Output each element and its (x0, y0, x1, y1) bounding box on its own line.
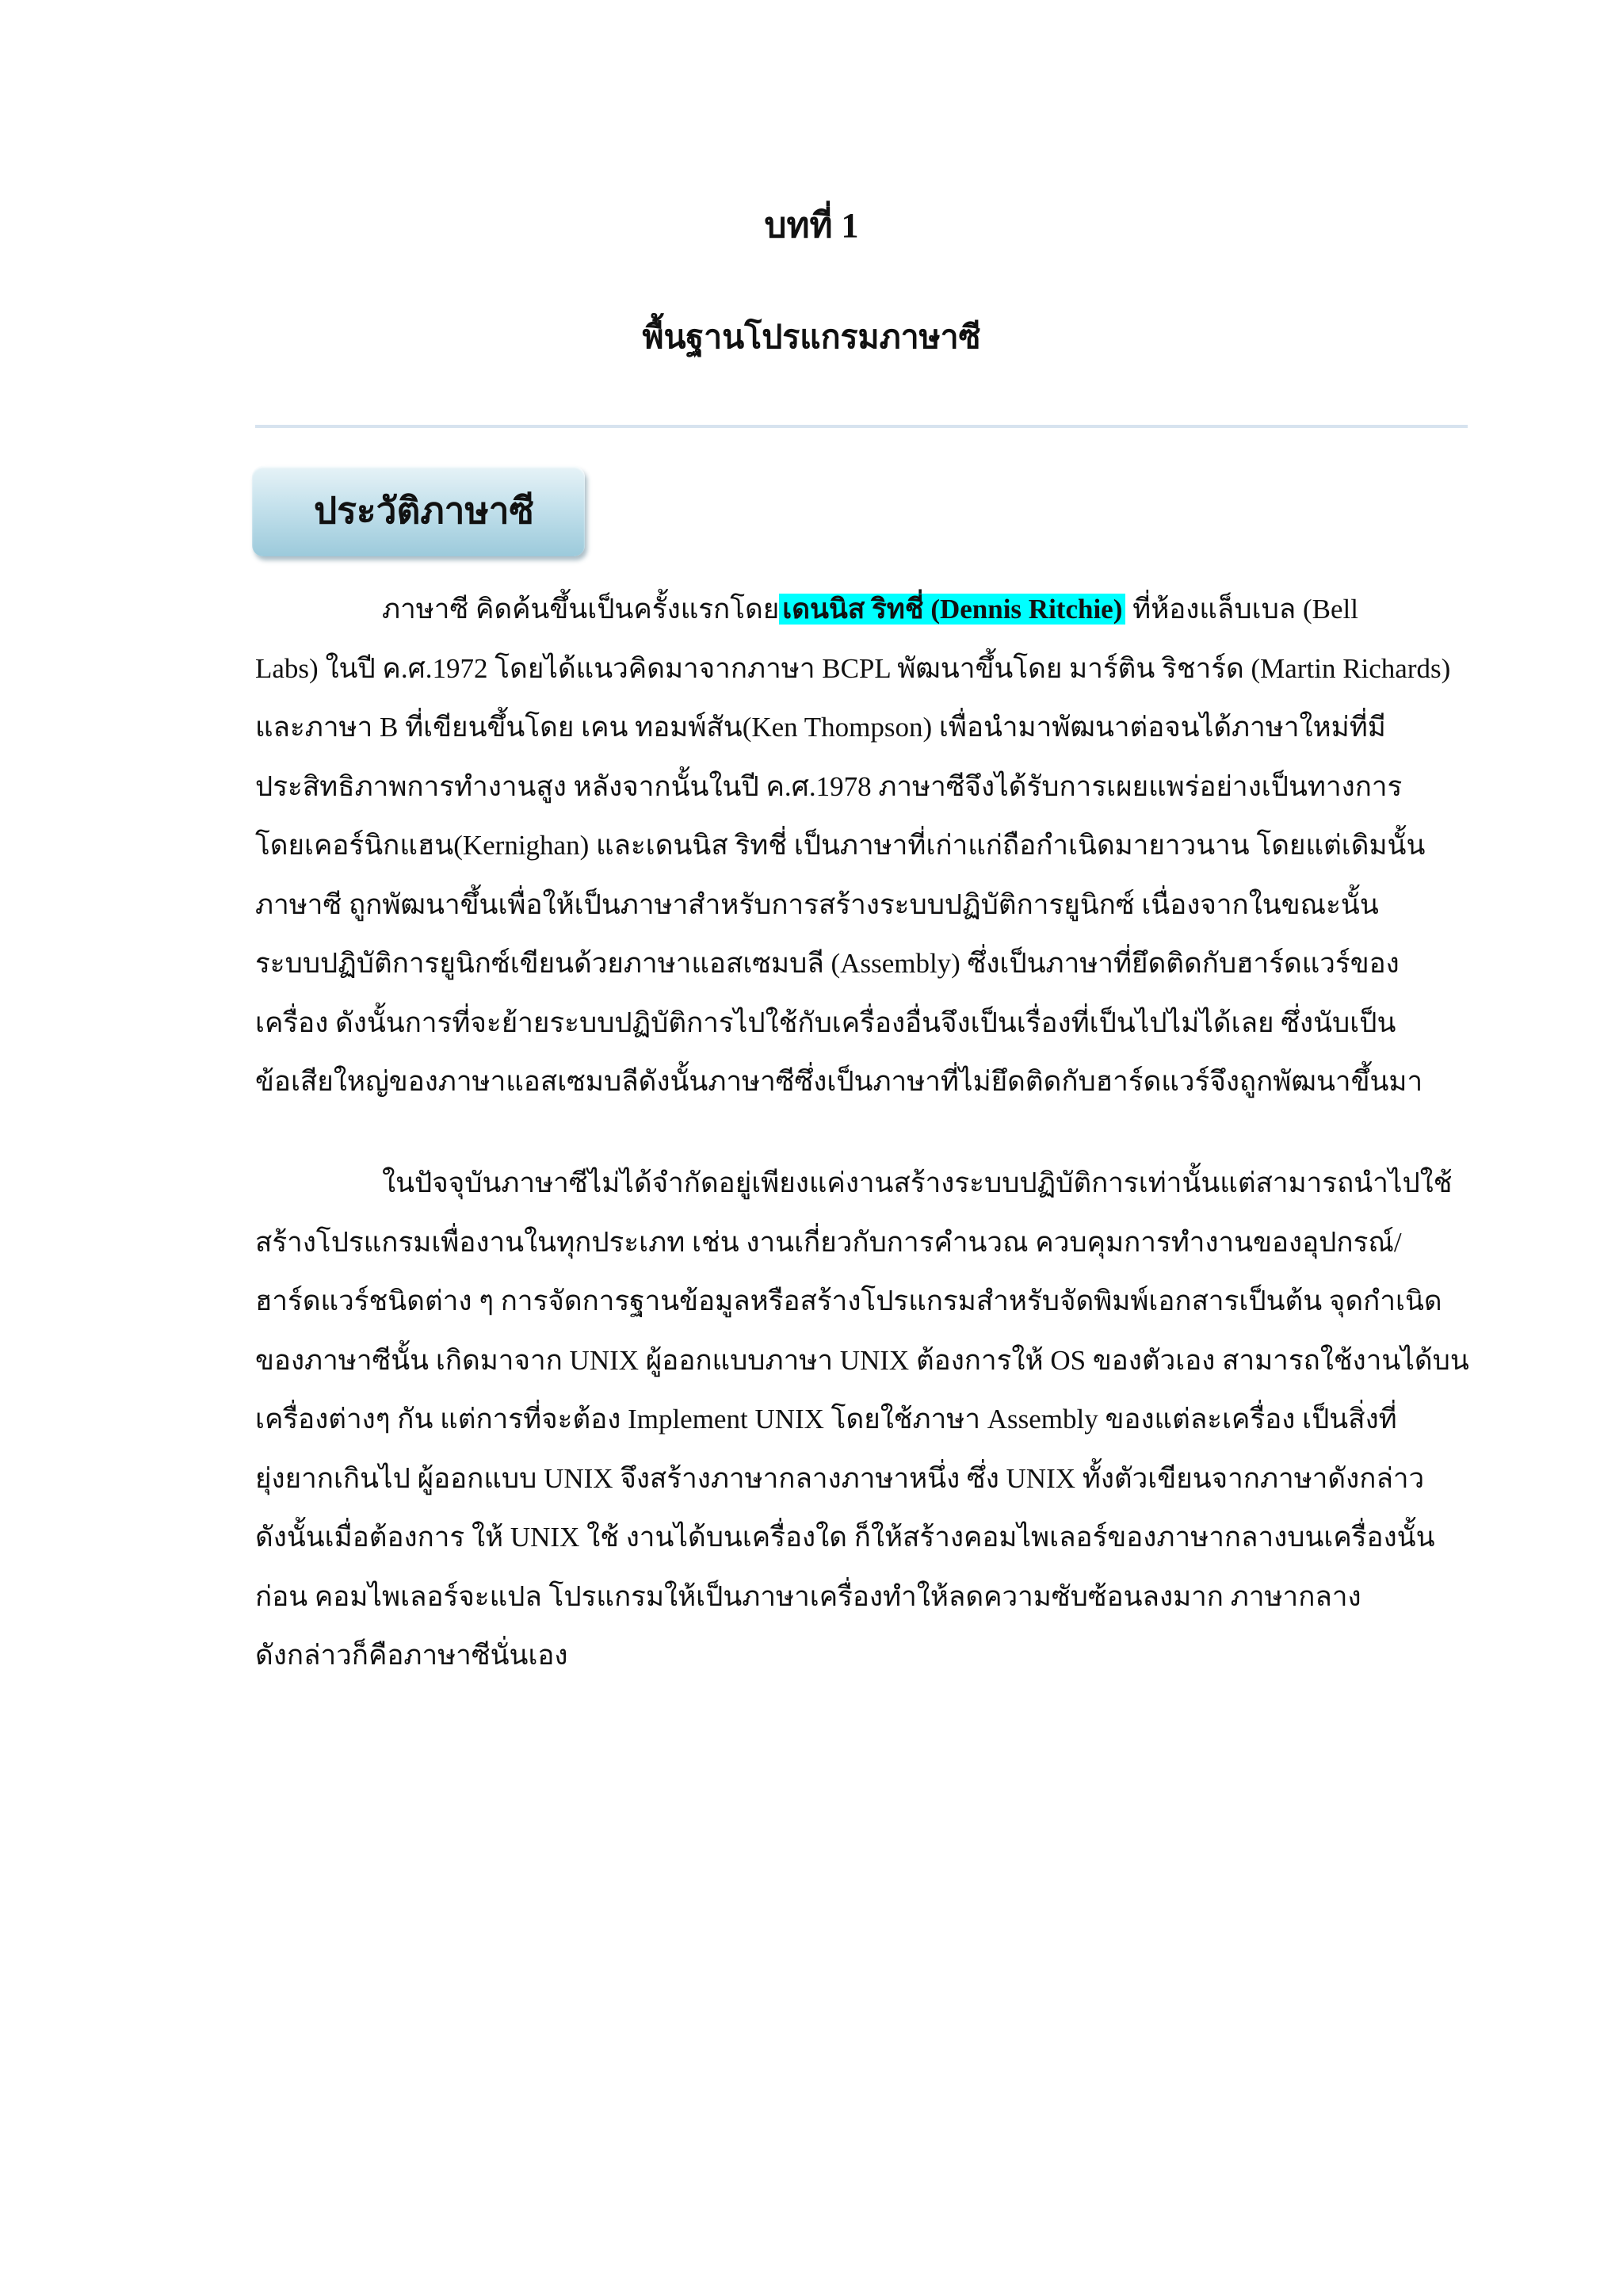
paragraph-line: ดังกล่าวก็คือภาษาซีนั่นเอง (255, 1640, 568, 1671)
text-run: ที่ห้องแล็บเบล (Bell (1125, 594, 1358, 625)
paragraph-line: ของภาษาซีนั้น เกิดมาจาก UNIX ผู้ออกแบบภาษา UNIX ต้องการให้ OS ของตัวเอง สามารถใช้งานได้บน (255, 1344, 1469, 1376)
highlighted-name: เดนนิส ริทชี่ (Dennis Ritchie) (779, 594, 1125, 625)
paragraph-line: ฮาร์ดแวร์ชนิดต่าง ๆ การจัดการฐานข้อมูลหรือสร้างโปรแกรมสำหรับจัดพิมพ์เอกสารเป็นต้น จุดกำเนิด (255, 1286, 1442, 1316)
paragraph-line: เครื่องต่างๆ กัน แต่การที่จะต้อง Implement UNIX โดยใช้ภาษา Assembly ของแต่ละเครื่อง เป็นสิ่งที่ (255, 1404, 1397, 1435)
paragraph-line (255, 580, 1468, 640)
divider (255, 425, 1468, 428)
paragraph-line: ประสิทธิภาพการทำงานสูง หลังจากนั้นในปี ค.ศ.1978 ภาษาซีจึงได้รับการเผยแพร่อย่างเป็นทางการ (255, 770, 1403, 802)
paragraph-line: เครื่อง ดังนั้นการที่จะย้ายระบบปฏิบัติการไปใช้กับเครื่องอื่นจึงเป็นเรื่องที่เป็นไปไม่ได้เลย ซึ่งนับเป็น (255, 1007, 1396, 1038)
paragraph-line: ภาษาซี ถูกพัฒนาขึ้นเพื่อให้เป็นภาษาสำหรับการสร้างระบบปฏิบัติการยูนิกซ์ เนื่องจากในขณะนั้น (255, 888, 1379, 920)
paragraph-line: Labs) ในปี ค.ศ.1972 โดยได้แนวคิดมาจากภาษา BCPL พัฒนาขึ้นโดย มาร์ติน ริชาร์ด (Martin Richards) (255, 652, 1451, 684)
paragraph-line: ยุ่งยากเกินไป ผู้ออกแบบ UNIX จึงสร้างภาษากลางภาษาหนึ่ง ซึ่ง UNIX ทั้งตัวเขียนจากภาษาดังกล่าว (255, 1462, 1425, 1494)
paragraph-line: และภาษา B ที่เขียนขึ้นโดย เคน ทอมพ์สัน(Ken Thompson) เพื่อนำมาพัฒนาต่อจนได้ภาษาใหม่ที่มี (255, 712, 1386, 743)
paragraph-1 (255, 580, 1468, 1112)
paragraph-2 (255, 1154, 1468, 1686)
chapter-number: บทที่ 1 (764, 206, 859, 245)
section-heading: ประวัติภาษาซี (314, 491, 534, 531)
paragraph-line: ก่อน คอมไพเลอร์จะแปล โปรแกรมให้เป็นภาษาเครื่องทำให้ลดความซับซ้อนลงมาก ภาษากลาง (255, 1580, 1361, 1612)
chapter-title: พื้นฐานโปรแกรมภาษาซี (642, 319, 981, 355)
text-run: ภาษาซี คิดค้นขึ้นเป็นครั้งแรกโดย (382, 594, 780, 625)
paragraph-line: สร้างโปรแกรมเพื่องานในทุกประเภท เช่น งานเกี่ยวกับการคำนวณ ควบคุมการทำงานของอุปกรณ์/ (255, 1226, 1402, 1258)
section-heading-box (252, 466, 585, 556)
paragraph-line: ข้อเสียใหญ่ของภาษาแอสเซมบลีดังนั้นภาษาซีซึ่งเป็นภาษาที่ไม่ยึดติดกับฮาร์ดแวร์จึงถูกพัฒนาขึ้นมา (255, 1066, 1423, 1097)
paragraph-line: โดยเคอร์นิกแฮน(Kernighan) และเดนนิส ริทชี่ เป็นภาษาที่เก่าแก่ถือกำเนิดมายาวนาน โดยแต่เดิมนั้น (255, 830, 1426, 861)
paragraph-line: ระบบปฏิบัติการยูนิกซ์เขียนด้วยภาษาแอสเซมบลี (Assembly) ซึ่งเป็นภาษาที่ยึดติดกับฮาร์ดแวร์ของ (255, 948, 1400, 979)
paragraph-line: ในปัจจุบันภาษาซีไม่ได้จำกัดอยู่เพียงแค่งานสร้างระบบปฏิบัติการเท่านั้นแต่สามารถนำไปใช้ (382, 1167, 1453, 1198)
paragraph-line: ดังนั้นเมื่อต้องการ ให้ UNIX ใช้ งานได้บนเครื่องใด ก็ให้สร้างคอมไพเลอร์ของภาษากลางบนเครื่องนั้น (255, 1522, 1435, 1553)
